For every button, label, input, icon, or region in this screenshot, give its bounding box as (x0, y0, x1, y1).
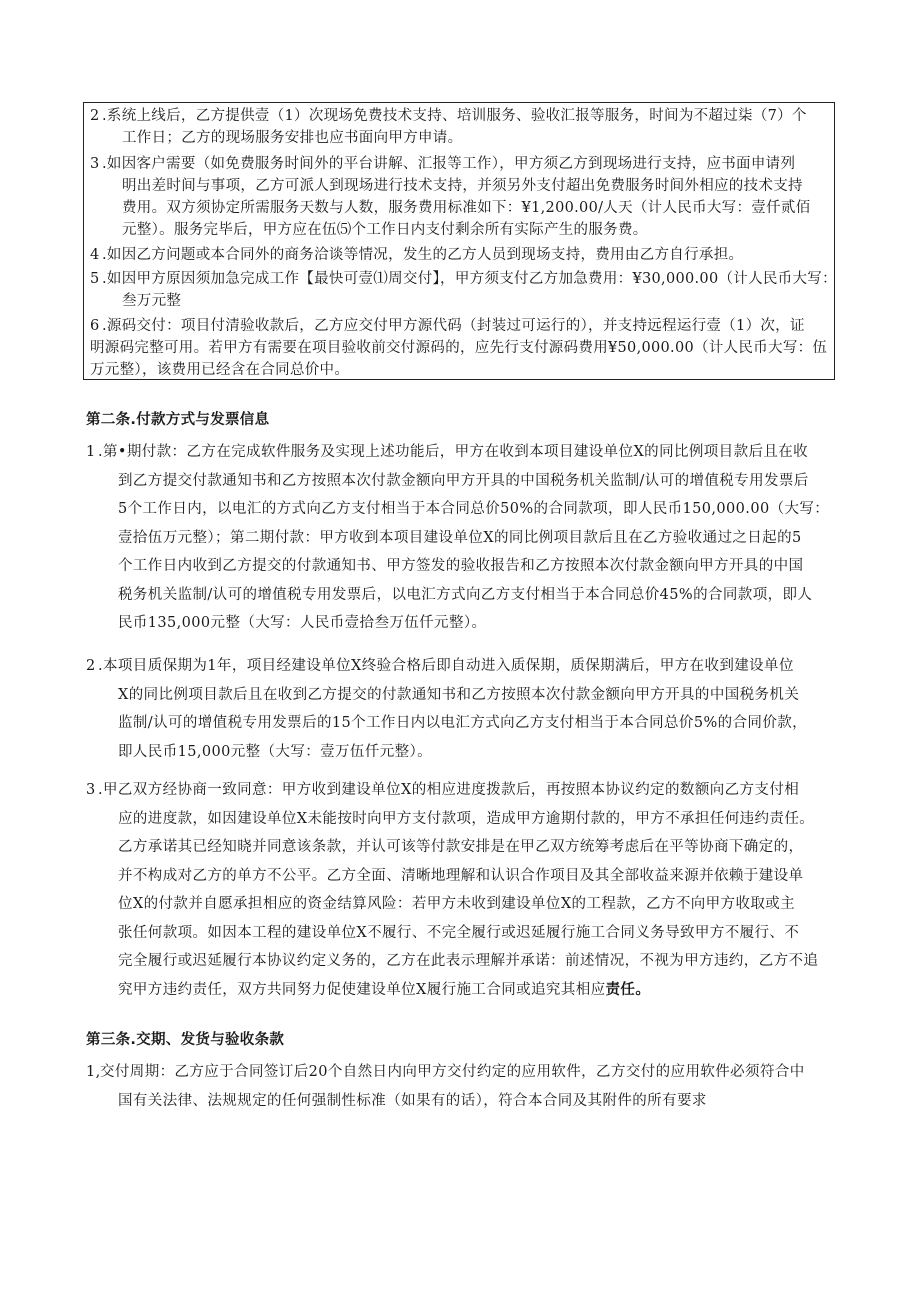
text-line: 张任何款项。如因本工程的建设单位X不履行、不完全履行或迟延履行施工合同义务导致甲方不履行、不 (118, 924, 800, 941)
text-line: 即人民币15,000元整（大写：壹万伍仟元整）。 (118, 743, 433, 760)
text-line: 应的进度款，如因建设单位X未能按时向甲方支付款项，造成甲方逾期付款的，甲方不承担任何违约责任。 (118, 810, 815, 827)
text-line: 交付周期：乙方应于合同签订后20个自然日内向甲方交付约定的应用软件，乙方交付的应用软件必须符合中 (100, 1064, 805, 1080)
text-line: 民币135,000元整（大写：人民币壹拾叁万伍仟元整）。 (118, 615, 487, 631)
text-fragment-bold: 责任。 (605, 981, 651, 998)
text-line: 5个工作日内，以电汇的方式向乙方支付相当于本合同总价50%的合同款项，即人民币150,000.00（大写： (118, 501, 830, 517)
text-line: X的同比例项目款后且在收到乙方提交的付款通知书和乙方按照本次付款金额向甲方开具的中国税务机关 (118, 686, 800, 703)
text-line: .本项目质保期为1年，项目经建设单位X终验合格后即自动进入质保期，质保期满后，甲方在收到建设单位 (98, 658, 794, 674)
text-line: 国有关法律、法规规定的任何强制性标准（如果有的话），符合本合同及其附件的所有要求 (118, 1092, 707, 1109)
text-line: 乙方承诺其已经知晓并同意该条款，并认可该等付款安排是在甲乙双方统筹考虑后在平等协商下确定的， (118, 839, 804, 855)
item-number: 1 (86, 444, 96, 460)
box-item-3 (90, 153, 826, 241)
text-line: 壹拾伍万元整）；第二期付款：甲方收到本项目建设单位X的同比例项目款后且在乙方验收通过之日起的5 (118, 529, 802, 546)
box-item-2 (90, 105, 826, 149)
text-line: .如因乙方问题或本合同外的商务洽谈等情况，发生的乙方人员到现场支持，费用由乙方自行承担。 (102, 247, 744, 263)
section-2-item-3 (86, 776, 846, 1004)
item-number: 1, (86, 1064, 101, 1080)
text-line: 明源码完整可用。若甲方有需要在项目验收前交付源码的，应先行支付源码费用¥50,000.00（计人民币大写：伍 (90, 340, 828, 356)
box-item-4 (90, 244, 826, 266)
section-3-item-1 (86, 1058, 846, 1115)
text-line: .甲乙双方经协商一致同意：甲方收到建设单位X的相应进度拨款后，再按照本协议约定的数额向乙方支付相 (98, 782, 800, 798)
text-line: 位X的付款并自愿承担相应的资金结算风险：若甲方未收到建设单位X的工程款，乙方不向甲方收取或主 (118, 896, 796, 912)
item-number: 2 (86, 658, 96, 674)
section-2-item-1 (86, 438, 846, 638)
text-line: 完全履行或迟延履行本协议约定义务的，乙方在此表示理解并承诺：前述情况，不视为甲方违约，乙方不追 (118, 953, 819, 969)
box-item-6 (90, 315, 826, 381)
section-2-title: 第二条.付款方式与发票信息 (86, 412, 270, 428)
text-line: .如因客户需要（如免费服务时间外的平台讲解、汇报等工作），甲方须乙方到现场进行支持，应书面申请列 (102, 156, 796, 172)
text-line: 费用。双方须协定所需服务天数与人数，服务费用标准如下：¥1,200.00/人天（计人民币大写：壹仟贰佰 (122, 200, 811, 216)
text-line: 万元整），该费用已经含在合同总价中。 (90, 362, 350, 378)
item-number: 2 (90, 108, 100, 124)
item-number: 4 (90, 247, 100, 263)
section-3-title: 第三条.交期、发货与验收条款 (86, 1032, 285, 1048)
text-line: 明出差时间与事项，乙方可派人到现场进行技术支持，并须另外支付超出免费服务时间外相应的技术支持 (122, 178, 803, 194)
text-line: .源码交付：项目付清验收款后，乙方应交付甲方源代码（封装过可运行的），并支持远程运行壹（1）次，证 (102, 318, 805, 334)
text-line: .第•期付款：乙方在完成软件服务及实现上述功能后，甲方在收到本项目建设单位X的同比例项目款后且在收 (98, 444, 809, 460)
text-line: 并不构成对乙方的单方不公平。乙方全面、清晰地理解和认识合作项目及其全部收益来源并依赖于建设单 (118, 867, 804, 884)
text-line: 叁万元整 (122, 293, 182, 309)
text-line-last (86, 976, 846, 1005)
text-line: 个工作日内收到乙方提交的付款通知书、甲方签发的验收报告和乙方按照本次付款金额向甲方开具的中国 (118, 558, 804, 574)
text-line: 到乙方提交付款通知书和乙方按照本次付款金额向甲方开具的中国税务机关监制/认可的增值税专用发票后 (118, 472, 809, 489)
text-line: 税务机关监制/认可的增值税专用发票后，以电汇方式向乙方支付相当于本合同总价45%的合同款项，即人 (118, 586, 813, 603)
text-line: 元整）。服务完毕后，甲方应在伍⑸个工作日内支付剩余所有实际产生的服务费。 (122, 222, 648, 238)
text-line: 监制/认可的增值税专用发票后的15个工作日内以电汇方式向乙方支付相当于本合同总价5%的合同价款， (118, 715, 808, 731)
item-number: 6 (90, 318, 100, 334)
text-line: .系统上线后，乙方提供壹（1）次现场免费技术支持、培训服务、验收汇报等服务，时间为不超过柒（7）个 (102, 108, 807, 124)
item-number: 3 (90, 156, 100, 172)
service-terms-box (83, 102, 835, 380)
section-2-item-2 (86, 652, 846, 766)
item-number: 5 (90, 271, 100, 287)
text-line: 工作日；乙方的现场服务安排也应书面向甲方申请。 (122, 130, 463, 146)
box-item-5 (90, 268, 837, 312)
item-number: 3 (86, 782, 96, 798)
text-fragment: 究甲方违约责任，双方共同努力促使建设单位X履行施工合同或追究其相应 (118, 981, 606, 998)
text-line: .如因甲方原因须加急完成工作【最快可壹⑴周交付】，甲方须支付乙方加急费用：¥30,000.00（计人民币大写： (102, 271, 837, 287)
